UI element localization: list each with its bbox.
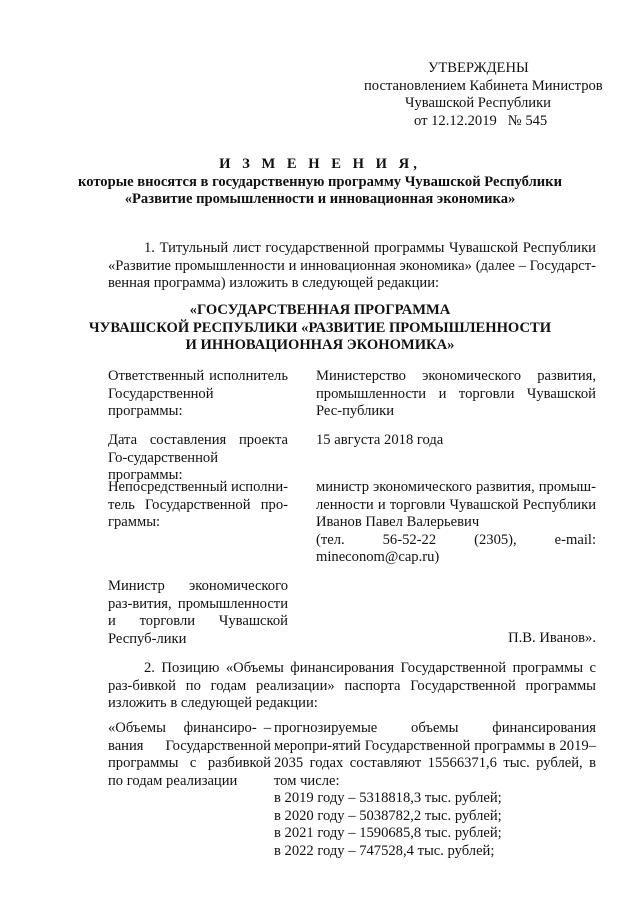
paragraph-2 bbox=[108, 660, 596, 713]
financing-label-start: «Объемы финансиро- bbox=[108, 720, 257, 736]
approval-line-3: от 12.12.2019 № 545 bbox=[414, 112, 548, 129]
direct-executor-contact: (тел. 56-52-22 (2305), e-mail: mineconom@cap.ru) bbox=[316, 531, 596, 565]
program-title-line-2: ЧУВАШСКОЙ РЕСПУБЛИКИ «РАЗВИТИЕ ПРОМЫШЛЕННОСТИ bbox=[88, 319, 552, 336]
direct-executor-label: Непосредственный исполни-тель Государственной про-граммы: bbox=[108, 479, 288, 530]
direct-executor-value bbox=[316, 479, 596, 567]
program-title bbox=[0, 302, 640, 355]
paragraph-1 bbox=[108, 240, 596, 293]
responsible-executor-value: Министерство экономического развития, промышленности и торговли Чувашской Рес-публики bbox=[316, 368, 596, 419]
minister-signature: П.В. Иванов». bbox=[508, 630, 596, 646]
financing-label bbox=[108, 720, 271, 790]
financing-year-2021: в 2021 году – 1590685,8 тыс. рублей; bbox=[274, 825, 502, 841]
financing-year-2019: в 2019 году – 5318818,3 тыс. рублей; bbox=[274, 790, 502, 806]
title-sub-2: «Развитие промышленности и инновационная экономика» bbox=[124, 191, 516, 207]
direct-executor-name: министр экономического развития, промыш-ленности и торговли Чувашской Республики Иванов Павел Валерьевич bbox=[316, 479, 596, 530]
financing-label-dash: – bbox=[263, 720, 271, 736]
program-title-line-1: «ГОСУДАРСТВЕННАЯ ПРОГРАММА bbox=[189, 302, 451, 318]
paragraph-1-text: 1. Титульный лист государственной программы Чувашской Республики «Развитие промышленности и инновационная экономика» (далее – Государст-венная программа) изложить в следующей редакции: bbox=[108, 240, 596, 291]
title-sub-1: которые вносятся в государственную программу Чувашской Республики bbox=[78, 173, 562, 190]
financing-intro: прогнозируемые объемы финансирования меропри-ятий Государственной программы в 2019–2035 годах составляют 15566371,6 тыс. рублей, в том числе: bbox=[274, 720, 596, 789]
minister-label: Министр экономического раз-вития, промышленности и торговли Чувашской Респуб-лики bbox=[108, 578, 288, 647]
approval-heading: УТВЕРЖДЕНЫ bbox=[428, 60, 529, 76]
program-title-line-3: И ИННОВАЦИОННАЯ ЭКОНОМИКА» bbox=[185, 337, 455, 353]
financing-year-2020: в 2020 году – 5038782,2 тыс. рублей; bbox=[274, 807, 502, 824]
financing-year-2022: в 2022 году – 747528,4 тыс. рублей; bbox=[274, 842, 495, 859]
approval-stamp bbox=[364, 60, 604, 130]
draft-date-label: Дата составления проекта Го-сударственной программы: bbox=[108, 432, 288, 483]
draft-date-value: 15 августа 2018 года bbox=[316, 432, 444, 448]
responsible-executor-label: Ответственный исполнитель Государственной программы: bbox=[108, 368, 288, 419]
document-title bbox=[0, 156, 640, 209]
financing-value bbox=[274, 720, 596, 860]
approval-line-2: Чувашской Республики bbox=[405, 95, 551, 111]
approval-line-1: постановлением Кабинета Министров bbox=[364, 77, 603, 94]
financing-label-rest: вания Государственной программы с разбивкой по годам реализации bbox=[108, 737, 271, 789]
paragraph-2-text: 2. Позицию «Объемы финансирования Государственной программы с раз-бивкой по годам реализации» паспорта Государственной программы изложить в следующей редакции: bbox=[108, 660, 596, 711]
title-main: И З М Е Н Е Н И Я, bbox=[219, 156, 421, 172]
